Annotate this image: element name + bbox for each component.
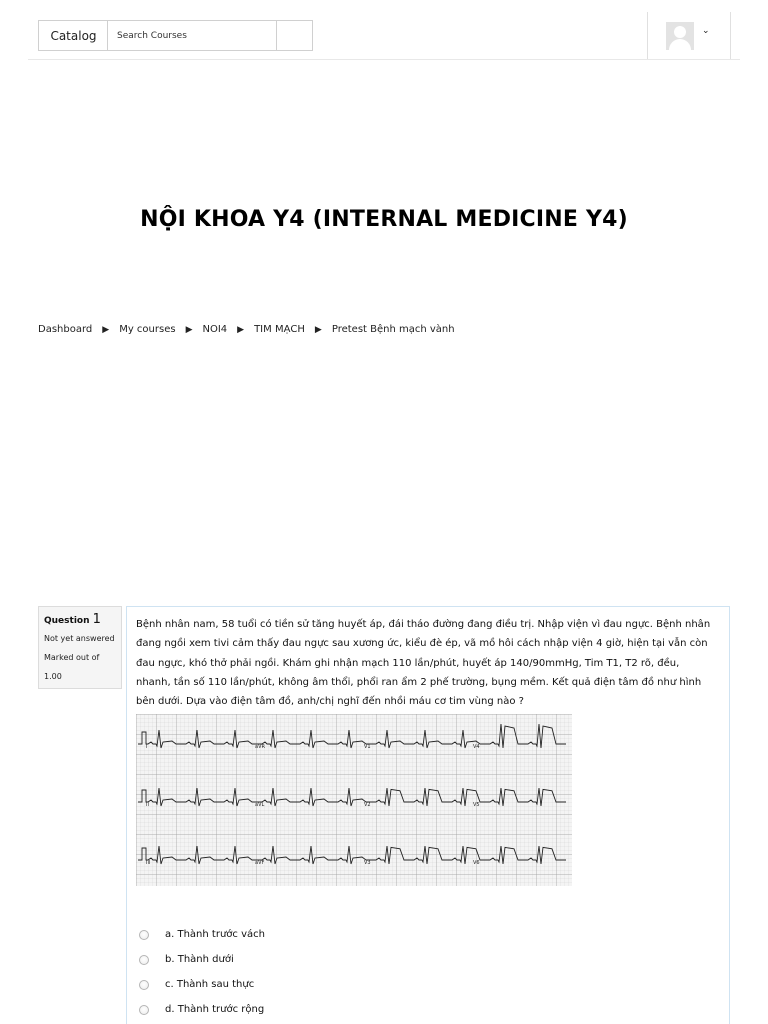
breadcrumb-separator-icon: ▶ bbox=[185, 324, 193, 335]
ecg-lead-label: V4 bbox=[473, 744, 480, 750]
user-silhouette-icon bbox=[674, 26, 686, 38]
radio-button[interactable] bbox=[139, 980, 149, 990]
breadcrumb-separator-icon: ▶ bbox=[102, 324, 110, 335]
ecg-lead-label: II bbox=[146, 802, 149, 808]
question-number: Question 1 bbox=[44, 612, 101, 627]
user-menu[interactable] bbox=[647, 12, 731, 59]
answer-options bbox=[139, 922, 265, 1022]
breadcrumb-tim-mach[interactable]: TIM MẠCH bbox=[254, 324, 305, 335]
question-text: Bệnh nhân nam, 58 tuổi có tiền sử tăng huyết áp, đái tháo đường đang điều trị. Nhập viện vì đau ngực. Bệnh nhân đang ngồi xem tivi cảm thấy đau ngực sau xương ức, kiểu đè ép, vã mồ hôi cách nhập viện 4 giờ, hiện tại vẫn còn đau ngực, khó thở phải ngồi. Khám ghi nhận mạch 110 lần/phút, huyết áp 140/90mmHg, Tim T1, T2 rõ, đều, nhanh, tần số 110 lần/phút, không âm thổi, phổi ran ẩm 2 phế trường, bụng mềm. Kết quả điện tâm đồ như hình bên dưới. Dựa vào điện tâm đồ, anh/chị nghĩ đến nhồi máu cơ tim vùng nào ? bbox=[136, 619, 711, 708]
breadcrumb-noi4[interactable]: NOI4 bbox=[202, 324, 228, 335]
breadcrumb bbox=[38, 324, 455, 335]
question-status: Not yet answered bbox=[44, 634, 115, 643]
ecg-lead-label: aVF bbox=[255, 860, 265, 866]
ecg-lead-label: V3 bbox=[364, 860, 371, 866]
breadcrumb-pretest[interactable]: Pretest Bệnh mạch vành bbox=[331, 324, 455, 335]
ecg-lead-label: V2 bbox=[364, 802, 371, 808]
avatar[interactable] bbox=[666, 22, 694, 50]
top-navbar bbox=[28, 0, 740, 60]
answer-option-c[interactable] bbox=[139, 972, 265, 997]
breadcrumb-my-courses[interactable]: My courses bbox=[119, 324, 176, 335]
search-button[interactable] bbox=[276, 20, 313, 51]
answer-label: c. Thành sau thực bbox=[165, 979, 255, 990]
breadcrumb-separator-icon: ▶ bbox=[314, 324, 322, 335]
ecg-lead-label: V6 bbox=[473, 860, 480, 866]
question-info bbox=[38, 606, 122, 689]
answer-option-a[interactable] bbox=[139, 922, 265, 947]
answer-option-d[interactable] bbox=[139, 997, 265, 1022]
radio-button[interactable] bbox=[139, 955, 149, 965]
ecg-lead-label: V5 bbox=[473, 802, 480, 808]
ecg-lead-label: V1 bbox=[364, 744, 371, 750]
answer-label: d. Thành trước rộng bbox=[165, 1004, 265, 1015]
page-title: NỘI KHOA Y4 (INTERNAL MEDICINE Y4) bbox=[140, 207, 628, 232]
search-courses-input[interactable] bbox=[107, 20, 277, 51]
breadcrumb-dashboard[interactable]: Dashboard bbox=[38, 324, 93, 335]
question-content bbox=[126, 606, 730, 1024]
answer-option-b[interactable] bbox=[139, 947, 265, 972]
ecg-lead-label: aVL bbox=[255, 802, 265, 808]
ecg-image bbox=[136, 714, 572, 886]
ecg-lead-label: I bbox=[146, 744, 148, 750]
ecg-lead-label: III bbox=[146, 860, 151, 866]
chevron-down-icon[interactable]: ⌄ bbox=[702, 26, 710, 36]
answer-label: b. Thành dưới bbox=[165, 954, 234, 965]
answer-label: a. Thành trước vách bbox=[165, 929, 265, 940]
question-mark: Marked out of 1.00 bbox=[44, 653, 100, 681]
ecg-lead-label: aVR bbox=[255, 744, 265, 750]
radio-button[interactable] bbox=[139, 930, 149, 940]
catalog-button[interactable]: Catalog bbox=[38, 20, 108, 51]
radio-button[interactable] bbox=[139, 1005, 149, 1015]
breadcrumb-separator-icon: ▶ bbox=[237, 324, 245, 335]
